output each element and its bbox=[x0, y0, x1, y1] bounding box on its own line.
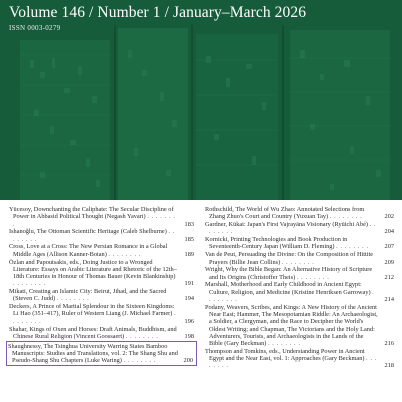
toc-entry-title: Wright, Why the Bible Began: An Alternative History of Scripture and Its Origins (Christoffer Theis) bbox=[205, 266, 373, 281]
toc-page-number: 214 bbox=[384, 295, 394, 303]
toc-entry-title: Marshall, Motherhood and Early Childhood in Ancient Egypt: Culture, Religion, and Medicine (Kristine Henriksen Garroway) bbox=[205, 281, 371, 296]
toc-entry-title: Van de Peut, Persuading the Divine: On the Composition of Hittite Prayers (Billie Jean Collins) bbox=[205, 251, 374, 266]
toc-entry[interactable] bbox=[9, 326, 194, 341]
volume-title: Volume 146 / Number 1 / January–March 2026 bbox=[9, 4, 307, 21]
toc-entry[interactable] bbox=[9, 206, 194, 228]
toc-page-number: 196 bbox=[184, 317, 194, 325]
toc-entry[interactable] bbox=[205, 266, 394, 281]
toc-column-right bbox=[205, 206, 394, 370]
toc-page-number: 194 bbox=[184, 295, 194, 303]
issn-number: ISSN 0003-0279 bbox=[9, 24, 61, 32]
table-of-contents bbox=[0, 206, 402, 402]
journal-cover bbox=[0, 0, 402, 200]
toc-page-number: 185 bbox=[184, 235, 194, 243]
dot-leader: . . . . . . . . bbox=[329, 213, 363, 221]
dot-leader: . . . . . . . . bbox=[108, 250, 141, 258]
toc-page-number: 216 bbox=[384, 340, 394, 348]
dot-leader: . . . . . . . . bbox=[209, 355, 377, 370]
dot-leader: . . . . . . . . bbox=[13, 213, 176, 228]
toc-entry-title: Thompson and Tomkins, eds., Understanding Power in Ancient Egypt and the Near East, vol. 1: Approaches (Gary Beckman) bbox=[205, 347, 365, 363]
toc-entry-title: Deckers, A Prince of Martial Splendour in the Sixteen Kingdoms: Li Hao (351–417), Ruler of Western Liang (J. Michael Farmer) bbox=[9, 303, 175, 318]
toc-column-left bbox=[9, 206, 194, 367]
dot-leader: . . . . . . . . bbox=[281, 258, 315, 266]
toc-entry-title: Özlan and Papoutsakis, eds., Doing Justice to a Wronged Literature: Essays on Arabic Literature and Rhetoric of the 12th–18th Centuries in Honour of Thomas Bauer (Kevin Blankinship) bbox=[9, 258, 177, 281]
dot-leader: . . . . . . . . bbox=[267, 340, 301, 348]
toc-entry[interactable] bbox=[9, 228, 194, 243]
toc-page-number: 200 bbox=[183, 357, 193, 365]
toc-entry[interactable] bbox=[9, 288, 194, 303]
dot-leader: . . . . . . . . bbox=[296, 273, 330, 281]
toc-entry-highlighted[interactable] bbox=[6, 341, 197, 367]
toc-page-number: 202 bbox=[384, 213, 394, 221]
toc-entry-title: Gardner, Kūkai: Japan's First Vajrayāna Visionary (Ryūichi Abé) bbox=[205, 221, 369, 229]
toc-entry[interactable] bbox=[205, 304, 394, 348]
toc-page-number: 204 bbox=[384, 228, 394, 236]
toc-entry[interactable] bbox=[9, 243, 194, 258]
toc-entry[interactable] bbox=[9, 303, 194, 325]
toc-entry[interactable] bbox=[9, 259, 194, 288]
dot-leader: . . . . . . . . bbox=[56, 295, 90, 303]
toc-page-number: 183 bbox=[184, 220, 194, 228]
dot-leader: . . . . . . . . bbox=[336, 243, 369, 251]
dot-leader: . . . . . . . . bbox=[13, 280, 46, 288]
toc-entry[interactable] bbox=[205, 206, 394, 221]
dot-leader: . . . . . . . . bbox=[123, 357, 157, 365]
toc-entry[interactable] bbox=[205, 221, 394, 236]
toc-entry[interactable] bbox=[205, 251, 394, 266]
toc-entry-title: Cross, Love at a Cross: The New Persian Romance in a Global Middle Ages (Allison Kanner-Botan) bbox=[9, 243, 168, 258]
toc-page-number: 212 bbox=[384, 273, 394, 281]
dot-leader: . . . . . . . . bbox=[125, 332, 159, 340]
toc-page-number: 207 bbox=[384, 243, 394, 251]
dot-leader: . . . . . . . . bbox=[209, 288, 375, 303]
toc-entry-title: Kornicki, Printing Technologies and Book Production in Seventeenth-Century Japan (William D. Fleming) bbox=[205, 236, 348, 251]
toc-page-number: 189 bbox=[184, 250, 194, 258]
toc-entry-title: Rothschild, The World of Wu Zhao: Annotated Selections from Zhang Zhuo's Court and Country (Yuxuan Tay) bbox=[205, 206, 365, 221]
toc-entry-title: Shaughnessy, The Tsinghua University Warring States Bamboo Manuscripts: Studies and Translations, vol. 2: The Shang Shu and Pseudo-Shang Shu Chapters (Luke Waring) bbox=[8, 342, 178, 365]
dot-leader: . . . . . . . . bbox=[13, 228, 175, 243]
toc-entry-title: Shahar, Kings of Oxen and Horses: Draft Animals, Buddhism, and Chinese Rural Religion (Vincent Goossaert) bbox=[9, 325, 177, 340]
dot-leader: . . . . . . . . bbox=[13, 310, 177, 325]
dot-leader: . . . . . . . . bbox=[209, 221, 377, 236]
toc-entry-title: Podany, Weavers, Scribes, and Kings: A New History of the Ancient Near East; Hammer, The Mesopotamian Riddle: An Archaeologist, a Soldier, a Clergyman, and the Race to Decipher the World's Oldest Writing; and Chapman, The Victorians and the Holy Land: Adventurers, Tourists, and Archaeologists in the Lands of the Bible (Gary Beckman) bbox=[205, 303, 378, 348]
toc-entry-title: Mikati, Creating an Islamic City: Beirut, Jihad, and the Sacred (Steven C. Judd) bbox=[9, 288, 167, 303]
toc-entry-title: Ishanoğlu, The Ottoman Scientific Heritage (Caleb Shelburne) bbox=[9, 228, 167, 236]
toc-page-number: 218 bbox=[384, 362, 394, 370]
toc-entry[interactable] bbox=[205, 236, 394, 251]
toc-entry[interactable] bbox=[205, 281, 394, 303]
toc-page-number: 191 bbox=[184, 280, 194, 288]
toc-entry[interactable] bbox=[205, 348, 394, 370]
toc-page-number: 198 bbox=[184, 332, 194, 340]
toc-entry-title: Yücesoy, Downchanting the Caliphate: The Secular Discipline of Power in Abbasid Political Thought (Negash Yavari) bbox=[9, 206, 174, 221]
toc-page-number: 209 bbox=[384, 258, 394, 266]
